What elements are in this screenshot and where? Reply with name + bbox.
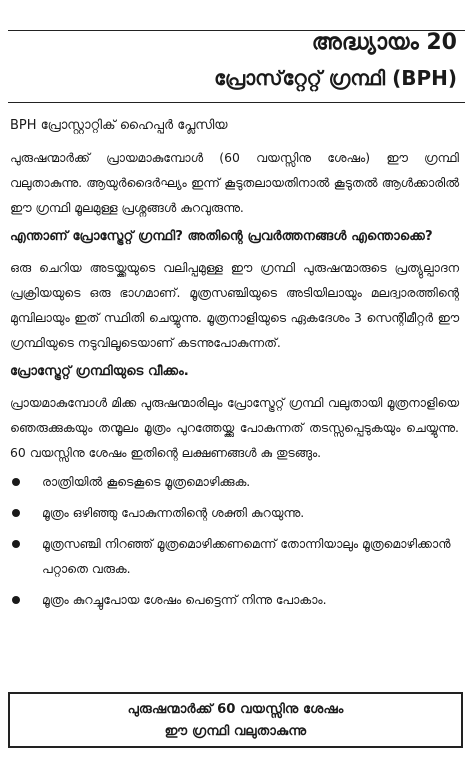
- bullet-icon: [12, 478, 20, 486]
- article-body: [10, 118, 459, 618]
- subtitle: BPH പ്രോസ്റ്റാറ്റിക് ഹൈപ്പർ പ്ലേസിയ: [10, 118, 228, 133]
- list-item: [10, 500, 459, 525]
- list-item-text: മൂത്രസഞ്ചി നിറഞ്ഞ് മൂത്രമൊഴിക്കണമെന്ന് തോന്നിയാലും മൂത്രമൊഴിക്കാൻ പറ്റാതെ വരുക.: [42, 536, 451, 576]
- bullet-icon: [12, 509, 20, 517]
- list-item-text: രാത്രിയിൽ കൂടെകൂടെ മൂത്രമൊഴിക്കുക.: [42, 474, 251, 489]
- list-item: [10, 587, 459, 612]
- chapter-number: അദ്ധ്യായം 20: [311, 30, 457, 55]
- section-body-what-is: ഒരു ചെറിയ അടയ്ക്കയുടെ വലിപ്പമുള്ള ഈ ഗ്രന്ഥി പുരുഷന്മാരുടെ പ്രത്യുല്പാദന പ്രക്രിയയുടെ ഒരു ഭാഗമാണ്. മൂത്രസഞ്ചിയുടെ അടിയിലായും മലദ്വാരത്തിന്റെ മുമ്പിലായും ഇത് സ്ഥിതി ചെയ്യുന്നു. മൂത്രനാളിയുടെ ഏകദേശം 3 സെന്റിമീറ്റർ ഈ ഗ്രന്ഥിയുടെ നടുവിലൂടെയാണ് കടന്നുപോകുന്നത്.: [10, 260, 459, 350]
- list-item-text: മൂത്രം ഒഴിഞ്ഞു പോകുന്നതിന്റെ ശക്തി കുറയുന്നു.: [42, 505, 305, 520]
- symptom-list: [10, 469, 459, 612]
- highlight-line-1: പുരുഷന്മാർക്ക് 60 വയസ്സിനു ശേഷം: [127, 702, 344, 717]
- section-heading-enlargement: പ്രോസ്ട്രേറ്റ് ഗ്രന്ഥിയുടെ വീക്കം.: [10, 364, 189, 379]
- list-item: [10, 469, 459, 494]
- section-body-enlargement: പ്രായമാകുമ്പോൾ മിക്ക പുരുഷന്മാരിലും പ്രോസ്ട്രേറ്റ് ഗ്രന്ഥി വലുതായി മൂത്രനാളിയെ ഞെരുക്കുകയും തന്മൂലം മൂത്രം പുറത്തേയ്ക്കു പോകുന്നത് തടസ്സപ്പെടുകയും ചെയ്യുന്നു. 60 വയസ്സിനു ശേഷം ഇതിന്റെ ലക്ഷണങ്ങൾ കു തുടങ്ങും.: [10, 395, 459, 460]
- bullet-icon: [12, 540, 20, 548]
- header-rule: [8, 102, 465, 103]
- list-item: [10, 531, 459, 581]
- chapter-title: പ്രോസ്‌റ്റേറ്റ് ഗ്രന്ഥി (BPH): [214, 66, 457, 90]
- bullet-icon: [12, 596, 20, 604]
- highlight-line-2: ഈ ഗ്രന്ഥി വലുതാകുന്നു: [164, 724, 307, 739]
- highlight-box: [8, 692, 463, 748]
- section-heading-what-is: എന്താണ് പ്രോസ്ട്രേറ്റ് ഗ്രന്ഥി? അതിന്റെ പ്രവർത്തനങ്ങൾ എന്തൊക്കെ?: [10, 229, 433, 244]
- list-item-text: മൂത്രം കുറച്ചുപോയ ശേഷം പെട്ടെന്ന് നിന്നു പോകാം.: [42, 592, 327, 607]
- intro-paragraph: പുരുഷന്മാർക്ക് പ്രായമാകുമ്പോൾ (60 വയസ്സിനു ശേഷം) ഈ ഗ്രന്ഥി വലുതാകുന്നു. ആയുർദൈർഘ്യം ഇന്ന് കൂടുതലായതിനാൽ കൂടുതൽ ആൾക്കാരിൽ ഈ ഗ്രന്ഥി മൂലമുള്ള പ്രശ്നങ്ങൾ കുറവുരുന്നു.: [10, 150, 459, 215]
